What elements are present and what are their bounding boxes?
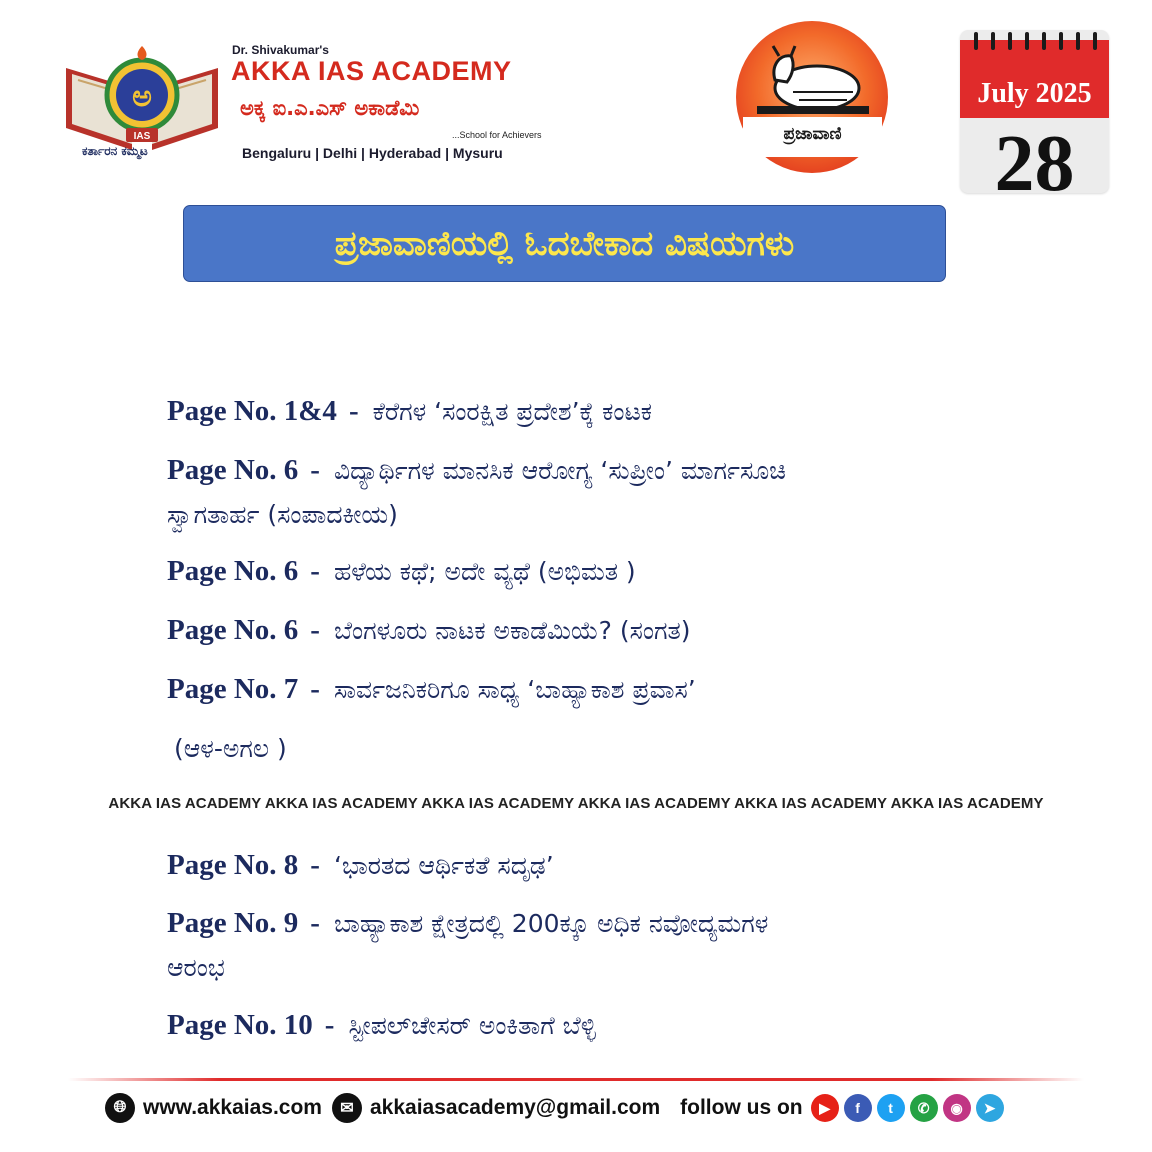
follow-label: follow us on xyxy=(680,1096,803,1119)
separator: - xyxy=(310,614,320,646)
article-title-continued: ಆರಂಭ xyxy=(167,953,225,982)
article-title: ‘ಭಾರತದ ಆರ್ಥಿಕತೆ ಸದೃಢ’ xyxy=(333,851,554,880)
instagram-icon[interactable]: ◉ xyxy=(943,1094,971,1122)
page-number: Page No. 6 xyxy=(167,614,299,646)
emblem-caption: ಕರ್ತಾರನ ಕಮ್ಮಟ xyxy=(82,144,148,158)
separator: - xyxy=(310,673,320,705)
separator: - xyxy=(310,555,320,587)
separator: - xyxy=(310,849,320,881)
list-item xyxy=(167,667,1027,712)
youtube-icon[interactable]: ▶ xyxy=(811,1094,839,1122)
brand-name: AKKA IAS ACADEMY xyxy=(231,56,512,86)
facebook-icon[interactable]: f xyxy=(844,1094,872,1122)
list-item xyxy=(167,901,1027,990)
footer-bar xyxy=(105,1088,1009,1128)
page-number: Page No. 7 xyxy=(167,673,299,705)
page-number: Page No. 9 xyxy=(167,907,299,939)
brand-name-kannada: ಅಕ್ಕ ಐ.ಎ.ಎಸ್ ಅಕಾಡೆಮಿ xyxy=(240,96,420,120)
page-number: Page No. 8 xyxy=(167,849,299,881)
calendar-day: 28 xyxy=(994,120,1075,193)
emblem-badge-text: IAS xyxy=(133,131,151,142)
prajavani-logo xyxy=(735,20,890,175)
page-number: Page No. 6 xyxy=(167,454,299,486)
article-title-continued: ಸ್ವಾಗತಾರ್ಹ (ಸಂಪಾದಕೀಯ) xyxy=(167,500,398,529)
brand-founder: Dr. Shivakumar's xyxy=(232,43,329,57)
prajavani-name: ಪ್ರಜಾವಾಣಿ xyxy=(783,124,842,144)
article-section-note: (ಆಳ-ಅಗಲ ) xyxy=(174,734,287,763)
separator: - xyxy=(310,907,320,939)
telegram-icon[interactable]: ➤ xyxy=(976,1094,1004,1122)
brand-cities: Bengaluru | Delhi | Hyderabad | Mysuru xyxy=(242,145,503,161)
list-item xyxy=(167,549,1027,594)
list-item xyxy=(167,608,1027,653)
page-number: Page No. 6 xyxy=(167,555,299,587)
article-title: ಬೆಂಗಳೂರು ನಾಟಕ ಅಕಾಡೆಮಿಯೆ? (ಸಂಗತ) xyxy=(333,616,691,645)
separator: - xyxy=(310,454,320,486)
article-title: ಸ್ಟೀಪಲ್‌ಚೇಸರ್ ಅಂಕಿತಾಗೆ ಬೆಳ್ಳಿ xyxy=(348,1011,596,1040)
article-title: ಹಳೆಯ ಕಥೆ; ಅದೇ ವ್ಯಥೆ (ಅಭಿಮತ ) xyxy=(333,557,636,586)
brand-tagline: ...School for Achievers xyxy=(452,130,542,140)
globe-icon: 🌐︎ xyxy=(105,1093,135,1123)
calendar-rings-icon xyxy=(960,30,1109,56)
whatsapp-icon[interactable]: ✆ xyxy=(910,1094,938,1122)
banner-title: ಪ್ರಜಾವಾಣಿಯಲ್ಲಿ ಓದಬೇಕಾದ ವಿಷಯಗಳು xyxy=(334,223,795,264)
mail-icon: ✉ xyxy=(332,1093,362,1123)
article-title: ಕೆರೆಗಳ ‘ಸಂರಕ್ಷಿತ ಪ್ರದೇಶ’ಕ್ಕೆ ಕಂಟಕ xyxy=(372,397,653,426)
twitter-icon[interactable]: t xyxy=(877,1094,905,1122)
watermark-strip: AKKA IAS ACADEMY AKKA IAS ACADEMY AKKA IAS ACADEMY AKKA IAS ACADEMY AKKA IAS ACADEMY AKKA IAS ACADEMY xyxy=(108,795,1044,812)
email-link[interactable]: akkaiasacademy@gmail.com xyxy=(369,1096,661,1119)
list-item xyxy=(167,389,1027,434)
article-title: ವಿದ್ಯಾರ್ಥಿಗಳ ಮಾನಸಿಕ ಆರೋಗ್ಯ ‘ಸುಪ್ರೀಂ’ ಮಾರ್ಗಸೂಚಿ xyxy=(333,456,786,485)
date-calendar xyxy=(960,30,1109,193)
list-item xyxy=(167,448,1027,537)
list-item xyxy=(167,843,1027,888)
separator: - xyxy=(324,1009,335,1041)
separator: - xyxy=(348,395,359,427)
page-number: Page No. 10 xyxy=(167,1009,313,1041)
list-item xyxy=(167,1003,1027,1048)
calendar-month: July 2025 xyxy=(977,78,1092,109)
website-link[interactable]: www.akkaias.com xyxy=(143,1096,322,1119)
article-title: ಬಾಹ್ಯಾಕಾಶ ಕ್ಷೇತ್ರದಲ್ಲಿ 200ಕ್ಕೂ ಅಧಿಕ ನವೋದ್ಯಮಗಳ xyxy=(333,909,769,938)
footer-divider xyxy=(68,1078,1084,1081)
svg-text:ಅ: ಅ xyxy=(132,79,152,114)
page-number: Page No. 1&4 xyxy=(167,395,337,427)
title-banner xyxy=(183,205,946,282)
article-title: ಸಾರ್ವಜನಿಕರಿಗೂ ಸಾಧ್ಯ ‘ಬಾಹ್ಯಾಕಾಶ ಪ್ರವಾಸ’ xyxy=(333,675,696,704)
